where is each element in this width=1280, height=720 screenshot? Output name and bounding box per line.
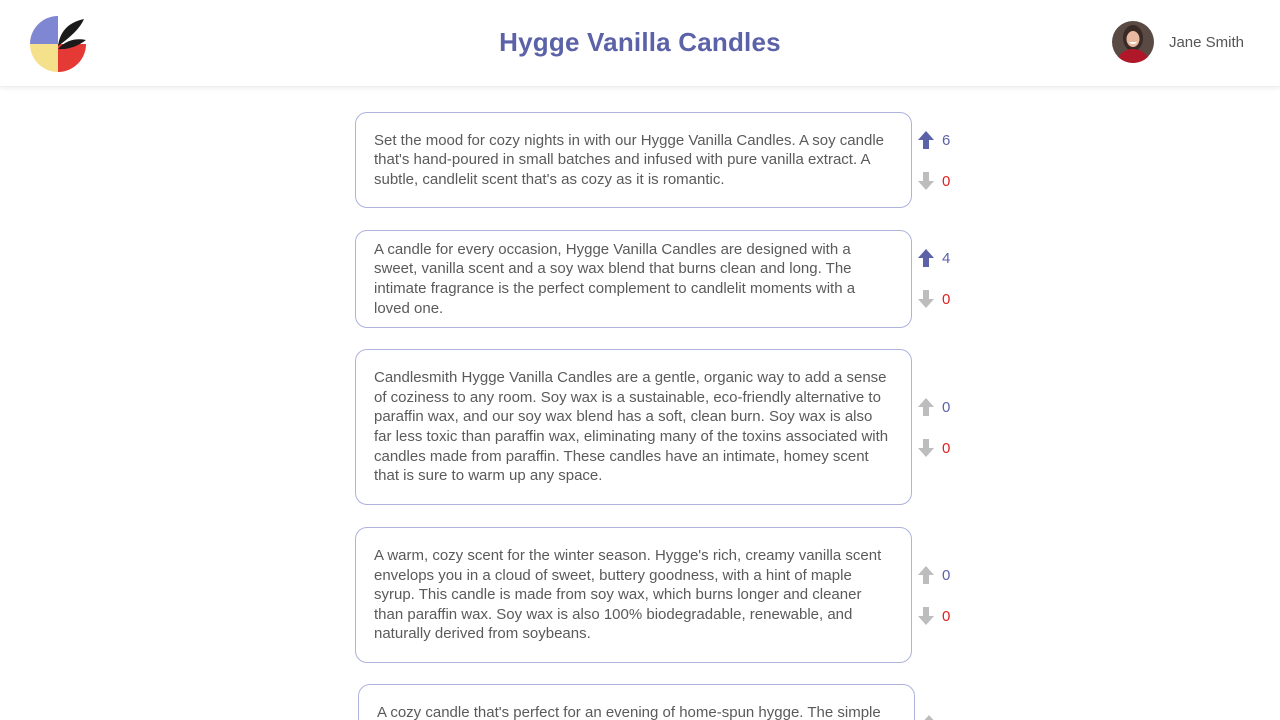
post-card <box>355 112 912 208</box>
downvote-button[interactable] <box>918 438 950 458</box>
arrow-up-icon <box>918 131 934 149</box>
arrow-up-icon <box>918 566 934 584</box>
user-profile[interactable] <box>1112 21 1244 63</box>
post-card <box>355 349 912 505</box>
arrow-down-icon <box>918 439 934 457</box>
post-feed[interactable] <box>0 86 1280 720</box>
arrow-up-icon <box>918 249 934 267</box>
top-bar <box>0 0 1280 87</box>
downvote-button[interactable] <box>918 606 950 626</box>
post-text: Candlesmith Hygge Vanilla Candles are a gentle, organic way to add a sense of coziness to any room. Soy wax is a sustainable, eco-friendly alternative to paraffin wax, and our soy wax blend has a soft, clean burn. Soy wax is also far less toxic than paraffin wax, eliminating many of the toxins associated with candles made from paraffin. These candles have an intimate, homey scent that is sure to warm up any space. <box>374 369 889 485</box>
post-card <box>355 527 912 663</box>
downvote-count: 0 <box>942 290 951 308</box>
upvote-count: 0 <box>942 398 951 416</box>
post-text: Set the mood for cozy nights in with our Hygge Vanilla Candles. A soy candle that's hand-poured in small batches and infused with pure vanilla extract. A subtle, candlelit scent that's as cozy as it is romantic. <box>374 131 885 188</box>
upvote-button[interactable] <box>921 714 945 720</box>
upvote-button[interactable] <box>918 130 950 150</box>
arrow-down-icon <box>918 290 934 308</box>
downvote-count: 0 <box>942 607 951 625</box>
post-text: A warm, cozy scent for the winter season. Hygge's rich, creamy vanilla scent envelops you in a cloud of sweet, buttery goodness, with a hint of maple syrup. This candle is made from soy wax, which burns longer and cleaner than paraffin wax. Soy wax is also 100% biodegradable, renewable, and naturally derived from soybeans. <box>374 547 882 643</box>
upvote-count: 0 <box>942 566 951 584</box>
arrow-down-icon <box>918 172 934 190</box>
page-title: Hygge Vanilla Candles <box>499 27 781 57</box>
upvote-button[interactable] <box>918 565 950 585</box>
downvote-button[interactable] <box>918 171 950 191</box>
post-card <box>358 684 915 720</box>
arrow-up-icon <box>918 398 934 416</box>
avatar[interactable] <box>1112 21 1154 63</box>
downvote-button[interactable] <box>918 289 950 309</box>
upvote-button[interactable] <box>918 397 950 417</box>
arrow-down-icon <box>918 607 934 625</box>
post-text: A cozy candle that's perfect for an evening of home-spun hygge. The simple <box>377 704 881 720</box>
upvote-button[interactable] <box>918 248 950 268</box>
upvote-count: 4 <box>942 249 951 267</box>
post-text: A candle for every occasion, Hygge Vanilla Candles are designed with a sweet, vanilla scent and a soy wax blend that burns clean and long. The intimate fragrance is the perfect complement to candlelit moments with a loved one. <box>374 240 856 317</box>
arrow-up-icon <box>921 715 937 720</box>
downvote-count: 0 <box>942 439 951 457</box>
post-card <box>355 230 912 328</box>
user-name: Jane Smith <box>1168 33 1244 51</box>
upvote-count: 6 <box>942 131 951 149</box>
downvote-count: 0 <box>942 172 951 190</box>
